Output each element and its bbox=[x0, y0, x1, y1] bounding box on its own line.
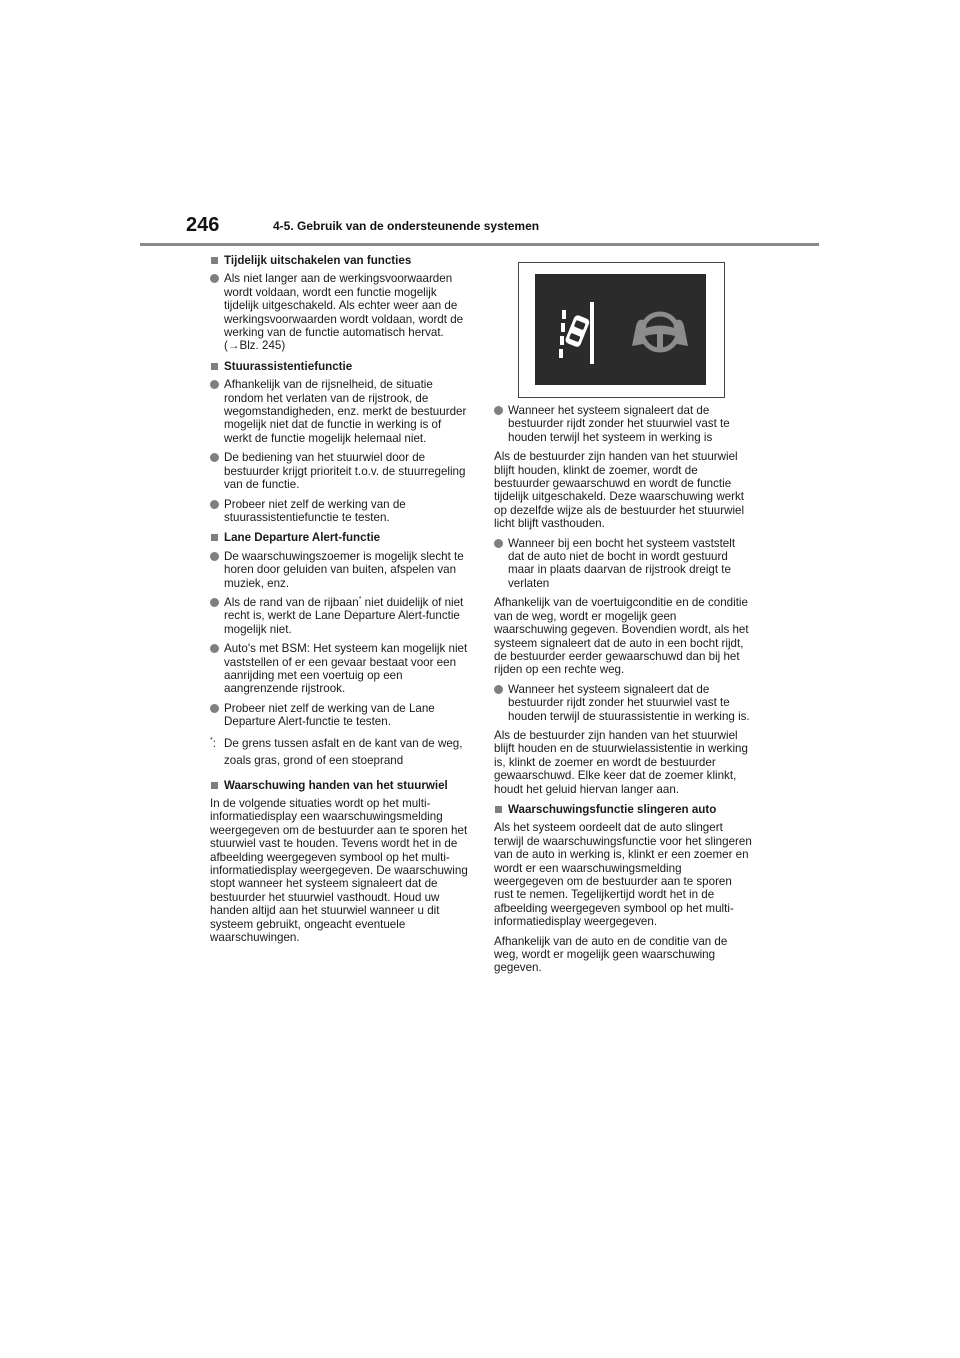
paragraph: Afhankelijk van de auto en de conditie van de weg, wordt er mogelijk geen waarschuwing gegeven. bbox=[494, 934, 728, 975]
bullet-item: Probeer niet zelf de werking van de stuurassistentiefunctie te testen. bbox=[210, 498, 468, 525]
bullet-text: niet duidelijk of niet recht is, werkt de Lane Departure Alert-functie mogelijk niet. bbox=[224, 595, 464, 636]
bullet-item: De bediening van het stuurwiel door de bestuurder krijgt prioriteit t.o.v. de stuurregeling van de functie. bbox=[210, 451, 468, 491]
bullet-item: Auto's met BSM: Het systeem kan mogelijk niet vaststellen of er een gevaar bestaat voor een aanrijding met een voertuig op een aangrenzende rijstrook. bbox=[210, 642, 468, 696]
display-illustration bbox=[518, 262, 725, 398]
header-divider bbox=[140, 243, 819, 246]
bullet-item: Afhankelijk van de rijsnelheid, de situatie rondom het verlaten van de rijstrook, de wegomstandigheden, enz. merkt de bestuurder mogelijk niet dat de functie in werking is of werkt de functie mogelijk helemaal niet. bbox=[210, 378, 468, 445]
heading-sway-warning: Waarschuwingsfunctie slingeren auto bbox=[494, 803, 752, 816]
bullet-item: Als niet langer aan de werkingsvoorwaarden wordt voldaan, wordt een functie mogelijk tijdelijk uitgeschakeld. Als echter weer aan de werkingsvoorwaarden wordt voldaan, wordt de werking van de functie automatisch hervat. (→Blz. 245) bbox=[210, 272, 468, 352]
bullet-text: Als de rand van de rijbaan bbox=[224, 595, 359, 609]
bullet-item bbox=[210, 596, 468, 636]
heading-temporary-disable: Tijdelijk uitschakelen van functies bbox=[210, 254, 468, 267]
heading-steering-assist: Stuurassistentiefunctie bbox=[210, 360, 468, 373]
footnote-ref: * bbox=[358, 596, 362, 604]
bullet-item: Wanneer het systeem signaleert dat de bestuurder rijdt zonder het stuurwiel vast te houden terwijl de stuurassistentie in werking is. bbox=[494, 683, 752, 723]
bullet-item: De waarschuwingszoemer is mogelijk slecht te horen door geluiden van buiten, afspelen van muziek, enz. bbox=[210, 550, 468, 590]
bullet-item: Wanneer bij een bocht het systeem vaststelt dat de auto niet de bocht in wordt gestuurd maar in plaats daarvan de rijstrook dreigt te verlaten bbox=[494, 537, 752, 591]
footnote-text: De grens tussen asfalt en de kant van de weg, zoals gras, grond of een stoeprand bbox=[224, 736, 463, 767]
paragraph: Afhankelijk van de voertuigconditie en de conditie van de weg, wordt er mogelijk geen waarschuwing gegeven. Bovendien wordt, als het systeem signaleert dat de auto in een bocht rijdt, de bestuurder eerder gewaarschuwd dan bij het rijden op een rechte weg. bbox=[494, 596, 749, 677]
multi-information-display bbox=[535, 274, 706, 385]
heading-hands-off-warning: Waarschuwing handen van het stuurwiel bbox=[210, 779, 468, 792]
hands-off-steering-wheel-icon bbox=[632, 314, 688, 350]
paragraph: Als het systeem oordeelt dat de auto slingert terwijl de waarschuwingsfunctie voor het slingeren van de auto in werking is, klinkt er een zoemer en wordt er een waarschuwingsmelding weergegeven om de bestuurder aan te sporen rust te nemen. Tegelijkertijd wordt het in de afbeelding weergegeven symbool op het multi-informatiedisplay weergegeven. bbox=[494, 821, 752, 929]
paragraph: Als de bestuurder zijn handen van het stuurwiel blijft houden en de stuurwielassistentie in werking is, klinkt de zoemer en wordt de bestuurder gewaarschuwd. Elke keer dat de zoemer klinkt, houdt het geluid hiervan langer aan. bbox=[494, 728, 748, 796]
page-number: 246 bbox=[186, 214, 220, 236]
right-column bbox=[494, 404, 752, 981]
paragraph: Als de bestuurder zijn handen van het stuurwiel blijft houden, klinkt de zoemer, wordt de bestuurder gewaarschuwd en wordt de functie tijdelijk uitgeschakeld. Deze waarschuwing werkt op dezelfde wijze als de bestuurder het stuurwiel licht blijft vasthouden. bbox=[494, 450, 745, 531]
bullet-item: Probeer niet zelf de werking van de Lane Departure Alert-functie te testen. bbox=[210, 702, 468, 729]
section-title: 4-5. Gebruik van de ondersteunende systemen bbox=[273, 219, 540, 233]
footnote-mark: *: bbox=[210, 736, 216, 750]
bullet-item: Wanneer het systeem signaleert dat de bestuurder rijdt zonder het stuurwiel vast te houden terwijl het systeem in werking is bbox=[494, 404, 752, 444]
footnote bbox=[210, 735, 468, 769]
left-column bbox=[210, 254, 468, 950]
lane-departure-icon bbox=[559, 302, 594, 364]
heading-lane-departure-alert: Lane Departure Alert-functie bbox=[210, 531, 468, 544]
paragraph: In de volgende situaties wordt op het multi-informatiedisplay een waarschuwingsmelding weergegeven om de bestuurder aan te sporen het stuurwiel vast te houden. Tevens wordt het in de afbeelding weergegeven symbool op het multi-informatiedisplay weergegeven. De waarschuwing stopt wanneer het systeem signaleert dat de bestuurder het stuurwiel vasthoudt. Houd uw handen altijd aan het stuurwiel wanneer u dit systeem gebruikt, ongeacht eventuele waarschuwingen. bbox=[210, 797, 468, 945]
